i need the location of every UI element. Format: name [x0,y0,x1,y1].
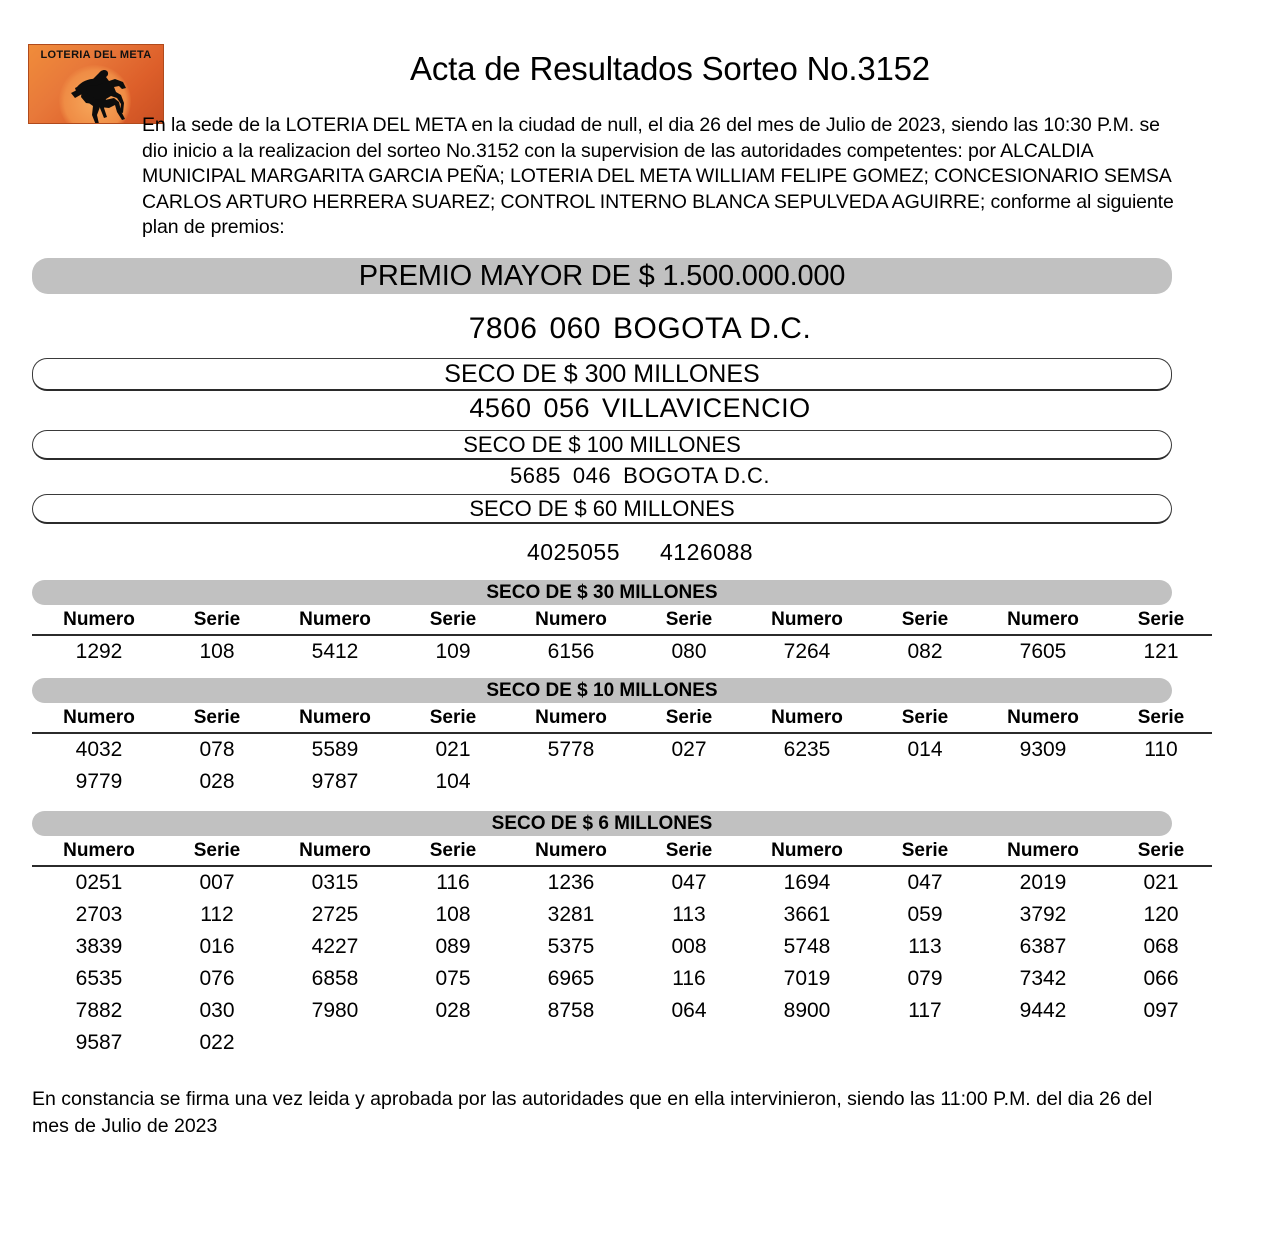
premio-mayor-serie: 060 [549,312,601,345]
cell-numero: 3281 [547,903,595,926]
seco-30-band: SECO DE $ 30 MILLONES [32,580,1172,605]
seco-60-numero-1: 4025 [526,539,581,565]
col-numero: Numero [740,607,874,635]
col-numero: Numero [268,705,402,733]
cell-numero: 8900 [783,999,831,1022]
seco-6-section [32,811,1248,1059]
col-numero: Numero [32,838,166,866]
cell-serie: 075 [435,967,471,990]
cell-numero: 6387 [1019,935,1067,958]
cell-serie: 021 [435,738,471,761]
cell-numero: 6235 [783,738,831,761]
col-serie: Serie [1110,705,1212,733]
cell-serie: 117 [908,999,942,1022]
cell-numero [268,1027,402,1059]
col-numero: Numero [268,838,402,866]
cell-numero [976,766,1110,798]
seco-300-ciudad: VILLAVICENCIO [602,393,811,423]
premio-mayor-winner [0,312,1280,346]
cell-numero [740,766,874,798]
table-row [32,995,1212,1027]
cell-serie: 059 [907,903,943,926]
seco-300-numero: 4560 [469,393,532,423]
cell-serie: 108 [199,640,235,663]
cell-numero: 2703 [75,903,123,926]
table-row [32,766,1212,798]
cell-serie: 113 [672,903,706,926]
cell-serie: 082 [907,640,943,663]
premio-mayor-numero: 7806 [468,312,538,345]
cell-numero: 3839 [75,935,123,958]
seco-60-winners [0,539,1280,566]
premio-mayor-ciudad: BOGOTA D.C. [613,312,812,345]
cell-serie: 068 [1143,935,1179,958]
cell-numero: 9442 [1019,999,1067,1022]
table-row [32,635,1212,668]
cell-serie: 080 [671,640,707,663]
cell-serie: 108 [435,903,471,926]
seco-100-serie: 046 [572,463,612,488]
cell-numero: 6965 [547,967,595,990]
seco-10-section [32,678,1248,798]
table-header-row [32,705,1212,733]
cell-serie: 104 [435,770,471,793]
seco-10-band: SECO DE $ 10 MILLONES [32,678,1172,703]
table-row [32,1027,1212,1059]
col-numero: Numero [32,607,166,635]
col-serie: Serie [874,838,976,866]
seco-300-box: SECO DE $ 300 MILLONES [32,358,1172,391]
col-numero: Numero [740,838,874,866]
seco-10-body [32,733,1212,798]
cell-serie [638,766,740,798]
cell-numero: 5412 [311,640,359,663]
cell-numero: 4032 [75,738,123,761]
cell-numero: 8758 [547,999,595,1022]
cell-numero: 9587 [75,1031,123,1054]
col-numero: Numero [268,607,402,635]
cell-numero: 3661 [783,903,831,926]
seco-60-box: SECO DE $ 60 MILLONES [32,494,1172,524]
cell-numero [504,1027,638,1059]
cell-numero: 6535 [75,967,123,990]
cell-serie: 078 [199,738,235,761]
cell-serie: 079 [907,967,943,990]
cell-serie: 120 [1143,903,1179,926]
seco-6-band: SECO DE $ 6 MILLONES [32,811,1172,836]
cell-serie: 066 [1143,967,1179,990]
cell-numero: 7882 [75,999,123,1022]
cell-serie [1110,766,1212,798]
cell-serie: 021 [1143,871,1179,894]
cell-numero: 3792 [1019,903,1067,926]
cell-serie [874,766,976,798]
col-serie: Serie [402,838,504,866]
page-title: Acta de Resultados Sorteo No.3152 [410,50,930,87]
cell-numero: 9787 [311,770,359,793]
cell-numero: 2019 [1019,871,1067,894]
col-serie: Serie [166,607,268,635]
table-row [32,899,1212,931]
table-header-row [32,838,1212,866]
cell-serie: 121 [1143,640,1179,663]
cell-serie: 007 [199,871,235,894]
cell-serie: 110 [1144,738,1178,761]
cell-numero: 7264 [783,640,831,663]
col-numero: Numero [504,607,638,635]
cell-numero [976,1027,1110,1059]
col-serie: Serie [874,705,976,733]
cell-serie: 109 [435,640,471,663]
cell-serie: 028 [435,999,471,1022]
cell-serie: 116 [436,871,470,894]
cell-serie: 076 [199,967,235,990]
cell-numero: 0315 [311,871,359,894]
seco-100-numero: 5685 [509,463,561,488]
seco-6-table [32,838,1212,1059]
cell-serie: 030 [199,999,235,1022]
col-serie: Serie [166,705,268,733]
seco-30-section [32,580,1248,668]
logo-label: LOTERIA DEL META [40,49,152,61]
cell-numero: 0251 [75,871,123,894]
col-serie: Serie [402,705,504,733]
cell-numero: 7980 [311,999,359,1022]
cell-serie: 097 [1143,999,1179,1022]
cell-numero: 1694 [783,871,831,894]
seco-300-winner [0,393,1280,424]
col-numero: Numero [504,705,638,733]
cell-numero: 7019 [783,967,831,990]
seco-60-numero-2: 4126 [660,539,714,565]
cell-serie: 064 [671,999,707,1022]
cell-serie [874,1027,976,1059]
cell-numero: 5748 [783,935,831,958]
cell-serie: 008 [671,935,707,958]
cell-serie: 027 [671,738,707,761]
cell-numero: 9779 [75,770,123,793]
table-row [32,866,1212,899]
cell-numero: 1292 [75,640,123,663]
cell-numero: 6156 [547,640,595,663]
cell-numero [740,1027,874,1059]
cell-serie: 047 [671,871,707,894]
cell-serie [1110,1027,1212,1059]
col-numero: Numero [976,607,1110,635]
cell-numero: 5375 [547,935,595,958]
cell-numero: 9309 [1019,738,1067,761]
seco-30-table [32,607,1212,668]
cell-numero: 4227 [311,935,359,958]
cell-numero: 5589 [311,738,359,761]
table-header-row [32,607,1212,635]
cell-serie: 112 [200,903,234,926]
seco-100-box: SECO DE $ 100 MILLONES [32,430,1172,460]
cell-serie [402,1027,504,1059]
table-row [32,963,1212,995]
col-serie: Serie [166,838,268,866]
document-header [0,0,1280,100]
col-serie: Serie [1110,607,1212,635]
seco-300-serie: 056 [543,393,591,423]
col-numero: Numero [504,838,638,866]
cell-numero: 1236 [547,871,595,894]
cell-serie: 113 [908,935,942,958]
cell-serie [638,1027,740,1059]
footer-text: En constancia se firma una vez leida y aprobada por las autoridades que en ella intervinieron, siendo las 11:00 P.M. del dia 26 del mes de Julio de 2023 [32,1088,1153,1137]
cell-numero: 6858 [311,967,359,990]
col-serie: Serie [1110,838,1212,866]
col-serie: Serie [638,705,740,733]
seco-6-body [32,866,1212,1059]
seco-10-table [32,705,1212,798]
cell-serie: 047 [907,871,943,894]
seco-60-serie-1: 055 [580,539,620,565]
table-row [32,931,1212,963]
seco-30-body [32,635,1212,668]
col-serie: Serie [402,607,504,635]
cell-numero: 7605 [1019,640,1067,663]
cell-serie: 016 [199,935,235,958]
cell-serie: 014 [907,738,943,761]
col-numero: Numero [740,705,874,733]
seco-60-serie-2: 088 [713,539,754,565]
premio-mayor-band: PREMIO MAYOR DE $ 1.500.000.000 [32,258,1172,294]
cell-numero: 5778 [547,738,595,761]
cell-serie: 022 [199,1031,235,1054]
col-serie: Serie [638,838,740,866]
cell-numero [504,766,638,798]
seco-100-ciudad: BOGOTA D.C. [623,463,771,488]
col-serie: Serie [874,607,976,635]
intro-paragraph: En la sede de la LOTERIA DEL META en la ciudad de null, el dia 26 del mes de Julio de 2023, siendo las 10:30 P.M. se dio inicio a la realizacion del sorteo No.3152 con la supervision de las autoridades competentes: por ALCALDIA MUNICIPAL MARGARITA GARCIA PEÑA; LOTERIA DEL META WILLIAM FELIPE GOMEZ; CONCESIONARIO SEMSA CARLOS ARTURO HERRERA SUAREZ; CONTROL INTERNO BLANCA SEPULVEDA AGUIRRE; conforme al siguiente plan de premios: [142,114,1174,238]
table-row [32,733,1212,766]
col-numero: Numero [976,838,1110,866]
col-numero: Numero [976,705,1110,733]
cell-serie: 089 [435,935,471,958]
seco-100-winner [0,463,1280,489]
col-serie: Serie [638,607,740,635]
cell-serie: 028 [199,770,235,793]
cell-numero: 2725 [311,903,359,926]
col-numero: Numero [32,705,166,733]
cell-serie: 116 [672,967,706,990]
cell-numero: 7342 [1019,967,1067,990]
